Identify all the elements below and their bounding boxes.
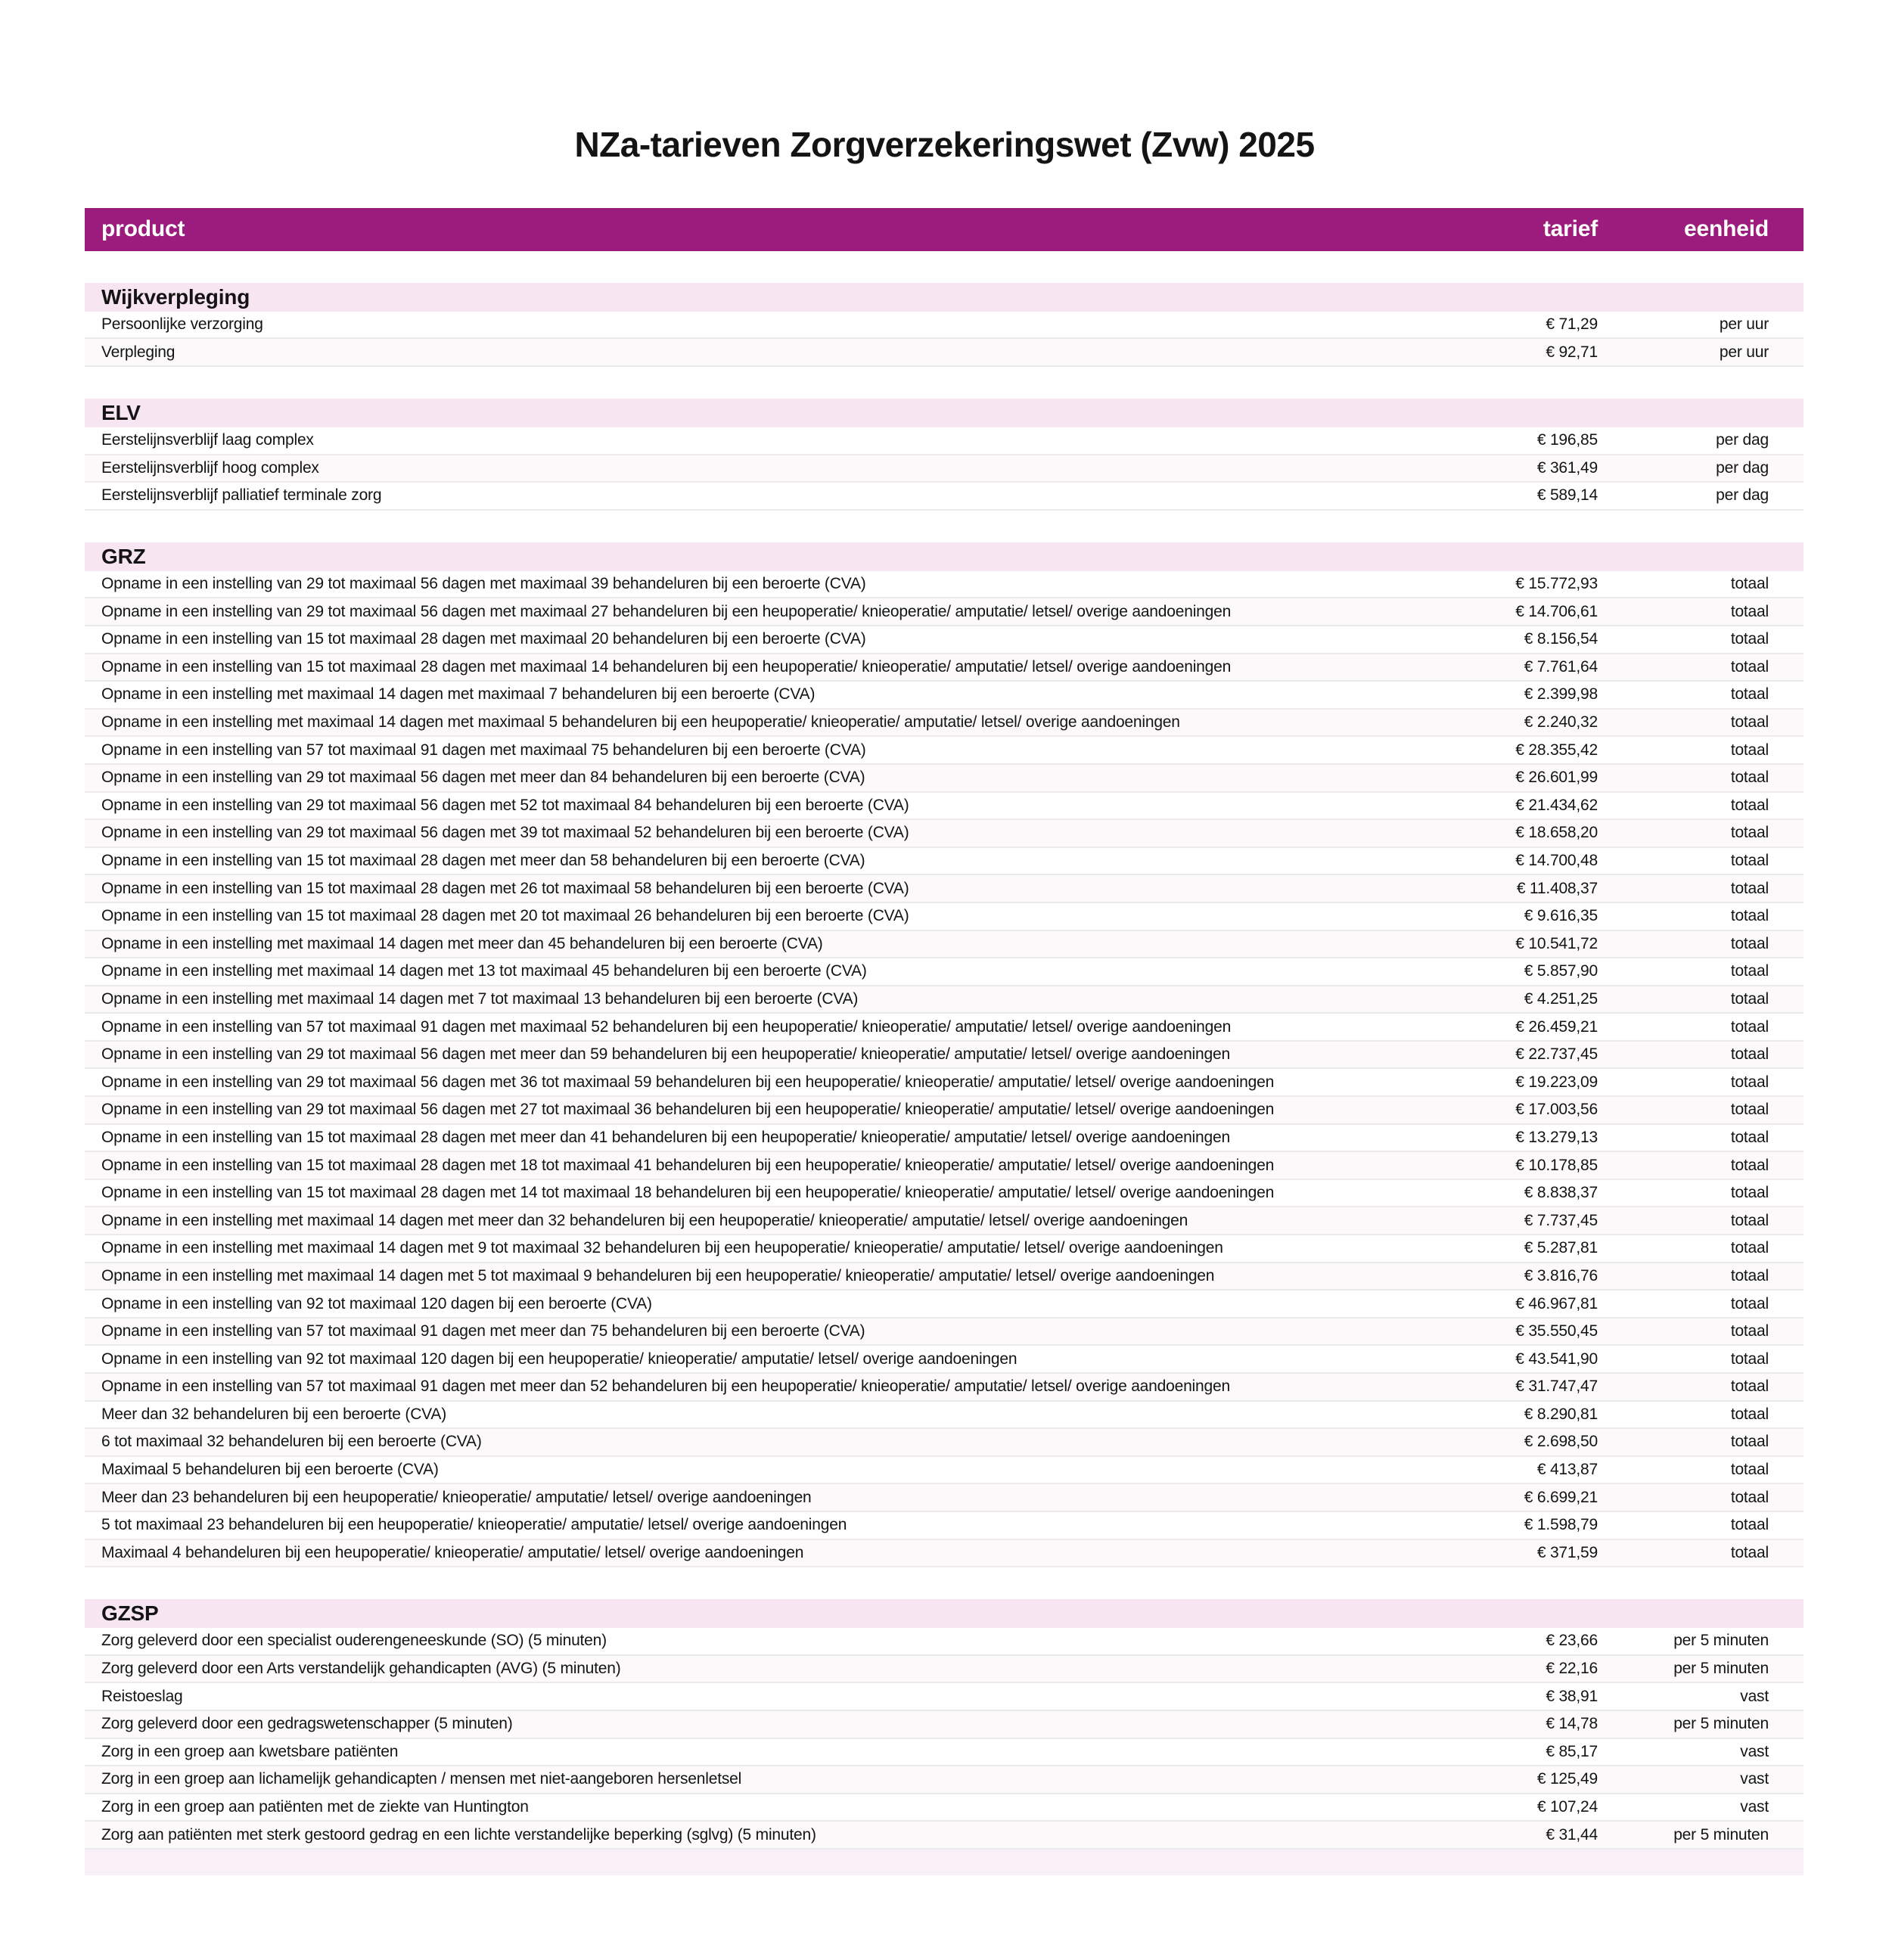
tarief-cell: € 589,14 <box>1536 486 1598 505</box>
tarief-cell: € 31.747,47 <box>1515 1378 1598 1396</box>
product-cell: Opname in een instelling van 29 tot maximaal 56 dagen met meer dan 84 behandeluren bij een beroerte (CVA) <box>101 769 865 787</box>
table-row <box>85 1794 1804 1822</box>
eenheid-cell: totaal <box>1730 1211 1769 1229</box>
column-header-eenheid: eenheid <box>1684 216 1769 242</box>
eenheid-cell: totaal <box>1730 1488 1769 1506</box>
table-row <box>85 793 1804 821</box>
tarief-cell: € 38,91 <box>1546 1687 1598 1705</box>
eenheid-cell: totaal <box>1730 1266 1769 1284</box>
product-cell: Meer dan 32 behandeluren bij een beroerte (CVA) <box>101 1405 447 1423</box>
product-cell: Opname in een instelling van 92 tot maximaal 120 dagen bij een beroerte (CVA) <box>101 1294 652 1312</box>
tarief-cell: € 361,49 <box>1536 458 1598 477</box>
eenheid-cell: totaal <box>1730 1073 1769 1091</box>
table-row <box>85 626 1804 654</box>
tarief-cell: € 413,87 <box>1536 1461 1598 1479</box>
section-spacer <box>85 251 1804 283</box>
section-band-label: ELV <box>101 401 141 424</box>
tarief-cell: € 26.601,99 <box>1515 769 1598 787</box>
eenheid-cell: totaal <box>1730 630 1769 648</box>
table-row <box>85 1125 1804 1153</box>
section-rows <box>85 571 1804 1567</box>
section-band <box>85 1599 1804 1628</box>
table-row <box>85 1656 1804 1684</box>
table-row <box>85 1766 1804 1794</box>
eenheid-cell: vast <box>1740 1770 1769 1788</box>
tarief-cell: € 71,29 <box>1546 315 1598 334</box>
eenheid-cell: totaal <box>1730 657 1769 676</box>
eenheid-cell: per dag <box>1716 431 1769 449</box>
table-row <box>85 1180 1804 1208</box>
product-cell: Zorg in een groep aan lichamelijk gehandicapten / mensen met niet-aangeboren hersenletsel <box>101 1770 742 1788</box>
tarief-cell: € 5.857,90 <box>1524 962 1598 980</box>
table-row <box>85 1540 1804 1568</box>
tarief-cell: € 8.838,37 <box>1524 1184 1598 1202</box>
table-row <box>85 1346 1804 1374</box>
eenheid-cell: per dag <box>1716 458 1769 477</box>
table-row <box>85 1069 1804 1097</box>
table-row <box>85 1014 1804 1042</box>
section-spacer <box>85 511 1804 542</box>
table-row <box>85 1374 1804 1402</box>
table-row <box>85 1042 1804 1070</box>
eenheid-cell: per 5 minuten <box>1673 1660 1769 1678</box>
tarief-cell: € 15.772,93 <box>1515 575 1598 593</box>
table-row <box>85 903 1804 931</box>
tariff-table <box>85 208 1804 1875</box>
eenheid-cell: totaal <box>1730 1516 1769 1534</box>
table-section <box>85 367 1804 511</box>
tarief-cell: € 1.598,79 <box>1524 1516 1598 1534</box>
tarief-cell: € 107,24 <box>1536 1798 1598 1816</box>
tarief-cell: € 2.240,32 <box>1524 713 1598 732</box>
product-cell: Opname in een instelling met maximaal 14 dagen met meer dan 32 behandeluren bij een heupoperatie/ knieoperatie/ amputatie/ letsel/ overige aandoeningen <box>101 1211 1188 1229</box>
product-cell: Opname in een instelling van 57 tot maximaal 91 dagen met maximaal 52 behandeluren bij een heupoperatie/ knieoperatie/ amputatie/ letsel/ overige aandoeningen <box>101 1017 1232 1036</box>
product-cell: Opname in een instelling van 15 tot maximaal 28 dagen met meer dan 41 behandeluren bij een heupoperatie/ knieoperatie/ amputatie/ letsel/ overige aandoeningen <box>101 1128 1230 1146</box>
tarief-cell: € 196,85 <box>1536 431 1598 449</box>
tarief-cell: € 2.698,50 <box>1524 1433 1598 1451</box>
table-row <box>85 1429 1804 1457</box>
tariff-table-body <box>85 251 1804 1850</box>
table-row <box>85 1235 1804 1263</box>
table-row <box>85 986 1804 1014</box>
table-row <box>85 958 1804 986</box>
product-cell: 5 tot maximaal 23 behandeluren bij een heupoperatie/ knieoperatie/ amputatie/ letsel/ overige aandoeningen <box>101 1516 847 1534</box>
table-row <box>85 737 1804 765</box>
table-row <box>85 427 1804 455</box>
eenheid-cell: totaal <box>1730 741 1769 759</box>
product-cell: Opname in een instelling van 29 tot maximaal 56 dagen met 39 tot maximaal 52 behandeluren bij een beroerte (CVA) <box>101 824 909 842</box>
table-row <box>85 1097 1804 1125</box>
table-row <box>85 1263 1804 1291</box>
eenheid-cell: per uur <box>1719 343 1769 361</box>
product-cell: Zorg aan patiënten met sterk gestoord gedrag en een lichte verstandelijke beperking (sglvg) (5 minuten) <box>101 1825 816 1844</box>
eenheid-cell: totaal <box>1730 934 1769 952</box>
eenheid-cell: totaal <box>1730 1017 1769 1036</box>
table-section <box>85 511 1804 1567</box>
section-band-label: Wijkverpleging <box>101 284 250 309</box>
product-cell: Opname in een instelling met maximaal 14 dagen met maximaal 5 behandeluren bij een heupoperatie/ knieoperatie/ amputatie/ letsel/ overige aandoeningen <box>101 713 1180 732</box>
tarief-cell: € 43.541,90 <box>1515 1350 1598 1368</box>
table-row <box>85 1683 1804 1711</box>
tarief-cell: € 21.434,62 <box>1515 796 1598 814</box>
section-band <box>85 399 1804 427</box>
tarief-cell: € 17.003,56 <box>1515 1101 1598 1119</box>
tarief-cell: € 125,49 <box>1536 1770 1598 1788</box>
table-row <box>85 598 1804 626</box>
table-row <box>85 455 1804 483</box>
table-row <box>85 820 1804 848</box>
eenheid-cell: totaal <box>1730 1045 1769 1064</box>
product-cell: Opname in een instelling met maximaal 14 dagen met meer dan 45 behandeluren bij een beroerte (CVA) <box>101 934 823 952</box>
tarief-cell: € 11.408,37 <box>1516 879 1598 897</box>
tarief-cell: € 31,44 <box>1546 1825 1598 1844</box>
tarief-cell: € 19.223,09 <box>1515 1073 1598 1091</box>
table-row <box>85 339 1804 367</box>
eenheid-cell: per dag <box>1716 486 1769 505</box>
product-cell: Zorg geleverd door een Arts verstandelijk gehandicapten (AVG) (5 minuten) <box>101 1660 621 1678</box>
eenheid-cell: totaal <box>1730 713 1769 732</box>
product-cell: Opname in een instelling van 15 tot maximaal 28 dagen met 20 tot maximaal 26 behandeluren bij een beroerte (CVA) <box>101 907 909 925</box>
product-cell: Opname in een instelling van 92 tot maximaal 120 dagen bij een heupoperatie/ knieoperatie/ amputatie/ letsel/ overige aandoeningen <box>101 1350 1018 1368</box>
table-row <box>85 710 1804 738</box>
table-row <box>85 1291 1804 1319</box>
tarief-cell: € 8.290,81 <box>1524 1405 1598 1423</box>
product-cell: Eerstelijnsverblijf palliatief terminale zorg <box>101 486 382 505</box>
eenheid-cell: per 5 minuten <box>1673 1632 1769 1650</box>
column-header-product: product <box>101 216 185 242</box>
product-cell: Persoonlijke verzorging <box>101 315 263 334</box>
tarief-cell: € 14.700,48 <box>1515 852 1598 870</box>
eenheid-cell: totaal <box>1730 1543 1769 1561</box>
section-spacer <box>85 1567 1804 1599</box>
eenheid-cell: totaal <box>1730 685 1769 704</box>
eenheid-cell: totaal <box>1730 796 1769 814</box>
product-cell: Verpleging <box>101 343 176 361</box>
product-cell: Opname in een instelling van 57 tot maximaal 91 dagen met maximaal 75 behandeluren bij een beroerte (CVA) <box>101 741 866 759</box>
tarief-cell: € 23,66 <box>1546 1632 1598 1650</box>
eenheid-cell: totaal <box>1730 962 1769 980</box>
product-cell: Zorg in een groep aan kwetsbare patiënten <box>101 1742 399 1760</box>
tarief-cell: € 14.706,61 <box>1515 602 1598 620</box>
table-row <box>85 1319 1804 1347</box>
eenheid-cell: totaal <box>1730 1322 1769 1340</box>
eenheid-cell: vast <box>1740 1798 1769 1816</box>
section-band <box>85 542 1804 571</box>
table-row <box>85 875 1804 903</box>
column-header-tarief: tarief <box>1543 216 1598 242</box>
tarief-cell: € 85,17 <box>1546 1742 1598 1760</box>
product-cell: Maximaal 5 behandeluren bij een beroerte (CVA) <box>101 1461 439 1479</box>
table-row <box>85 1628 1804 1656</box>
table-row <box>85 1457 1804 1485</box>
eenheid-cell: totaal <box>1730 1350 1769 1368</box>
product-cell: Opname in een instelling van 57 tot maximaal 91 dagen met meer dan 52 behandeluren bij een heupoperatie/ knieoperatie/ amputatie/ letsel/ overige aandoeningen <box>101 1378 1230 1396</box>
product-cell: Opname in een instelling van 15 tot maximaal 28 dagen met maximaal 14 behandeluren bij een heupoperatie/ knieoperatie/ amputatie/ letsel/ overige aandoeningen <box>101 657 1232 676</box>
eenheid-cell: totaal <box>1730 852 1769 870</box>
eenheid-cell: totaal <box>1730 602 1769 620</box>
eenheid-cell: per 5 minuten <box>1673 1825 1769 1844</box>
table-section <box>85 1567 1804 1850</box>
tarief-cell: € 22.737,45 <box>1515 1045 1598 1064</box>
tarief-cell: € 14,78 <box>1546 1715 1598 1733</box>
section-rows <box>85 1628 1804 1850</box>
tarief-cell: € 7.737,45 <box>1524 1211 1598 1229</box>
footer-band <box>85 1850 1804 1875</box>
section-rows <box>85 427 1804 511</box>
product-cell: 6 tot maximaal 32 behandeluren bij een beroerte (CVA) <box>101 1433 482 1451</box>
product-cell: Zorg geleverd door een gedragswetenschapper (5 minuten) <box>101 1715 513 1733</box>
table-row <box>85 654 1804 682</box>
table-row <box>85 312 1804 340</box>
tarief-cell: € 18.658,20 <box>1515 824 1598 842</box>
eenheid-cell: totaal <box>1730 1156 1769 1174</box>
eenheid-cell: totaal <box>1730 1128 1769 1146</box>
tarief-cell: € 92,71 <box>1546 343 1598 361</box>
tarief-cell: € 26.459,21 <box>1515 1017 1598 1036</box>
product-cell: Opname in een instelling met maximaal 14 dagen met 5 tot maximaal 9 behandeluren bij een heupoperatie/ knieoperatie/ amputatie/ letsel/ overige aandoeningen <box>101 1266 1215 1284</box>
tarief-cell: € 46.967,81 <box>1515 1294 1598 1312</box>
eenheid-cell: totaal <box>1730 1433 1769 1451</box>
tarief-cell: € 22,16 <box>1546 1660 1598 1678</box>
eenheid-cell: vast <box>1740 1687 1769 1705</box>
section-band <box>85 283 1804 312</box>
product-cell: Opname in een instelling van 29 tot maximaal 56 dagen met meer dan 59 behandeluren bij een heupoperatie/ knieoperatie/ amputatie/ letsel/ overige aandoeningen <box>101 1045 1230 1064</box>
table-row <box>85 1739 1804 1767</box>
tarief-cell: € 28.355,42 <box>1515 741 1598 759</box>
product-cell: Opname in een instelling van 29 tot maximaal 56 dagen met maximaal 39 behandeluren bij een beroerte (CVA) <box>101 575 866 593</box>
table-row <box>85 1484 1804 1512</box>
product-cell: Opname in een instelling met maximaal 14 dagen met 9 tot maximaal 32 behandeluren bij een heupoperatie/ knieoperatie/ amputatie/ letsel/ overige aandoeningen <box>101 1239 1223 1257</box>
tarief-cell: € 13.279,13 <box>1515 1128 1598 1146</box>
table-row <box>85 765 1804 793</box>
product-cell: Opname in een instelling van 29 tot maximaal 56 dagen met 27 tot maximaal 36 behandeluren bij een heupoperatie/ knieoperatie/ amputatie/ letsel/ overige aandoeningen <box>101 1101 1275 1119</box>
tarief-cell: € 5.287,81 <box>1524 1239 1598 1257</box>
product-cell: Opname in een instelling met maximaal 14 dagen met 13 tot maximaal 45 behandeluren bij een beroerte (CVA) <box>101 962 867 980</box>
product-cell: Opname in een instelling met maximaal 14 dagen met maximaal 7 behandeluren bij een beroerte (CVA) <box>101 685 816 704</box>
section-rows <box>85 312 1804 367</box>
table-row <box>85 571 1804 599</box>
eenheid-cell: totaal <box>1730 1294 1769 1312</box>
eenheid-cell: per uur <box>1719 315 1769 334</box>
table-row <box>85 1512 1804 1540</box>
product-cell: Meer dan 23 behandeluren bij een heupoperatie/ knieoperatie/ amputatie/ letsel/ overige aandoeningen <box>101 1488 812 1506</box>
eenheid-cell: totaal <box>1730 824 1769 842</box>
product-cell: Maximaal 4 behandeluren bij een heupoperatie/ knieoperatie/ amputatie/ letsel/ overige aandoeningen <box>101 1543 804 1561</box>
section-spacer <box>85 367 1804 399</box>
table-row <box>85 483 1804 511</box>
eenheid-cell: totaal <box>1730 769 1769 787</box>
tarief-cell: € 6.699,21 <box>1524 1488 1598 1506</box>
eenheid-cell: totaal <box>1730 575 1769 593</box>
eenheid-cell: totaal <box>1730 1378 1769 1396</box>
product-cell: Opname in een instelling van 29 tot maximaal 56 dagen met maximaal 27 behandeluren bij een heupoperatie/ knieoperatie/ amputatie/ letsel/ overige aandoeningen <box>101 602 1232 620</box>
eenheid-cell: totaal <box>1730 1239 1769 1257</box>
product-cell: Opname in een instelling van 15 tot maximaal 28 dagen met 26 tot maximaal 58 behandeluren bij een beroerte (CVA) <box>101 879 909 897</box>
product-cell: Opname in een instelling van 29 tot maximaal 56 dagen met 52 tot maximaal 84 behandeluren bij een beroerte (CVA) <box>101 796 909 814</box>
product-cell: Opname in een instelling van 57 tot maximaal 91 dagen met meer dan 75 behandeluren bij een beroerte (CVA) <box>101 1322 865 1340</box>
eenheid-cell: totaal <box>1730 879 1769 897</box>
section-band-label: GZSP <box>101 1601 159 1626</box>
table-row <box>85 1402 1804 1430</box>
product-cell: Zorg geleverd door een specialist ouderengeneeskunde (SO) (5 minuten) <box>101 1632 607 1650</box>
page-title: NZa-tarieven Zorgverzekeringswet (Zvw) 2025 <box>574 124 1315 164</box>
product-cell: Opname in een instelling van 15 tot maximaal 28 dagen met 18 tot maximaal 41 behandeluren bij een heupoperatie/ knieoperatie/ amputatie/ letsel/ overige aandoeningen <box>101 1156 1275 1174</box>
table-row <box>85 848 1804 876</box>
tarief-cell: € 10.541,72 <box>1515 934 1598 952</box>
table-header-row <box>85 208 1804 251</box>
tarief-cell: € 3.816,76 <box>1524 1266 1598 1284</box>
tarief-cell: € 371,59 <box>1536 1543 1598 1561</box>
eenheid-cell: totaal <box>1730 1405 1769 1423</box>
eenheid-cell: totaal <box>1730 1184 1769 1202</box>
table-section <box>85 251 1804 367</box>
product-cell: Eerstelijnsverblijf hoog complex <box>101 458 319 477</box>
product-cell: Opname in een instelling van 15 tot maximaal 28 dagen met 14 tot maximaal 18 behandeluren bij een heupoperatie/ knieoperatie/ amputatie/ letsel/ overige aandoeningen <box>101 1184 1275 1202</box>
product-cell: Zorg in een groep aan patiënten met de ziekte van Huntington <box>101 1798 529 1816</box>
product-cell: Opname in een instelling van 29 tot maximaal 56 dagen met 36 tot maximaal 59 behandeluren bij een heupoperatie/ knieoperatie/ amputatie/ letsel/ overige aandoeningen <box>101 1073 1275 1091</box>
tarief-cell: € 2.399,98 <box>1524 685 1598 704</box>
tarief-cell: € 9.616,35 <box>1524 907 1598 925</box>
table-row <box>85 1152 1804 1180</box>
eenheid-cell: totaal <box>1730 1461 1769 1479</box>
eenheid-cell: per 5 minuten <box>1673 1715 1769 1733</box>
product-cell: Opname in een instelling met maximaal 14 dagen met 7 tot maximaal 13 behandeluren bij een beroerte (CVA) <box>101 989 859 1008</box>
tarief-cell: € 4.251,25 <box>1524 989 1598 1008</box>
tarief-cell: € 10.178,85 <box>1515 1156 1598 1174</box>
table-row <box>85 1711 1804 1739</box>
section-band-label: GRZ <box>101 544 146 568</box>
table-row <box>85 682 1804 710</box>
table-row <box>85 1207 1804 1235</box>
eenheid-cell: totaal <box>1730 989 1769 1008</box>
eenheid-cell: vast <box>1740 1742 1769 1760</box>
product-cell: Opname in een instelling van 15 tot maximaal 28 dagen met meer dan 58 behandeluren bij een beroerte (CVA) <box>101 852 865 870</box>
tarief-cell: € 35.550,45 <box>1515 1322 1598 1340</box>
eenheid-cell: totaal <box>1730 907 1769 925</box>
eenheid-cell: totaal <box>1730 1101 1769 1119</box>
product-cell: Eerstelijnsverblijf laag complex <box>101 431 314 449</box>
product-cell: Reistoeslag <box>101 1687 183 1705</box>
table-row <box>85 1822 1804 1850</box>
tarief-cell: € 8.156,54 <box>1524 630 1598 648</box>
product-cell: Opname in een instelling van 15 tot maximaal 28 dagen met maximaal 20 behandeluren bij een beroerte (CVA) <box>101 630 866 648</box>
table-row <box>85 931 1804 959</box>
tarief-cell: € 7.761,64 <box>1524 657 1598 676</box>
